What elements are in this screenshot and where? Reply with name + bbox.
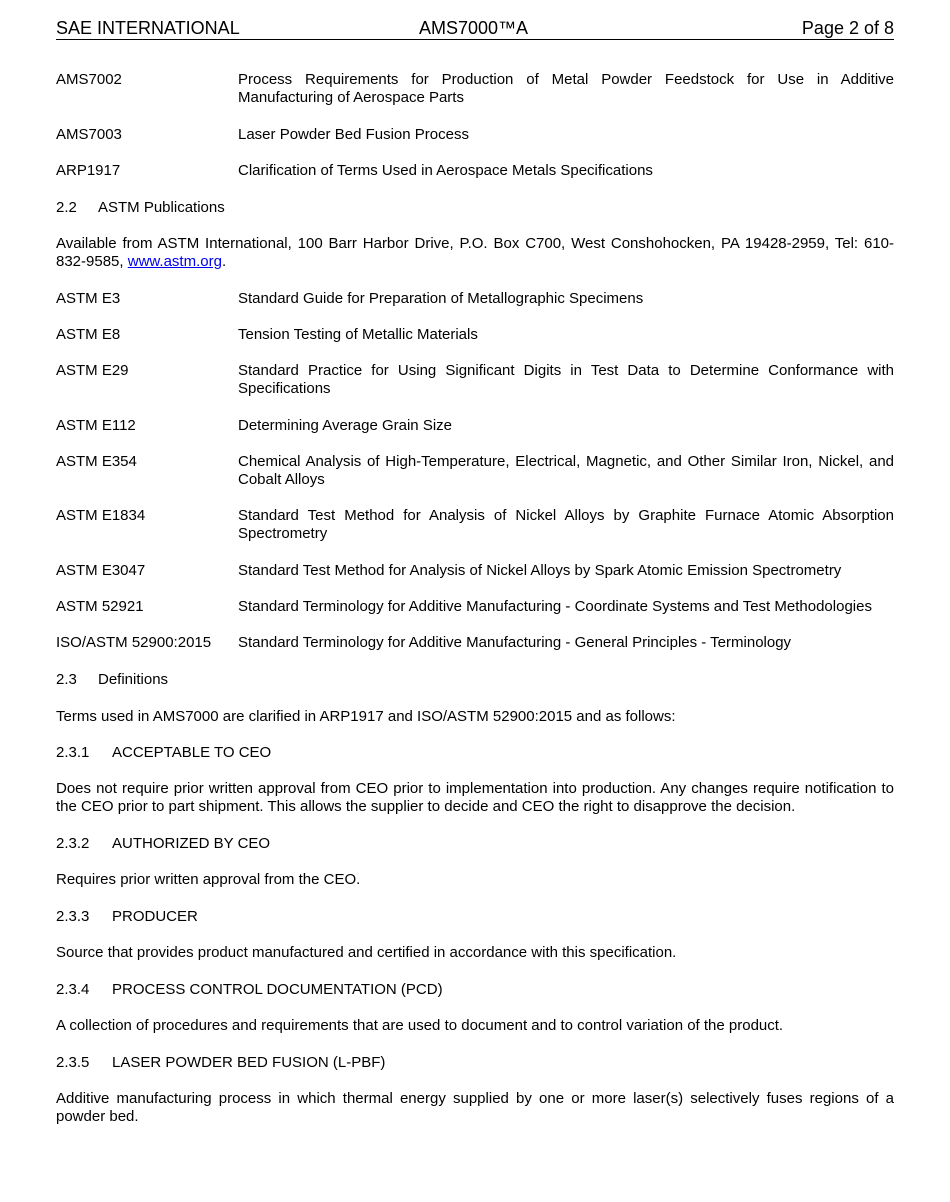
reference-title: Clarification of Terms Used in Aerospace Metals Specifications <box>238 162 653 179</box>
reference-title: Standard Terminology for Additive Manufacturing - Coordinate Systems and Test Methodologies <box>238 598 872 615</box>
reference-title: Determining Average Grain Size <box>238 417 452 434</box>
section-title: Definitions <box>98 671 169 688</box>
reference-title: Standard Practice for Using Significant Digits in Test Data to Determine Conformance with Specifications <box>238 362 894 397</box>
astm-availability-paragraph <box>56 235 894 271</box>
definition-text: Requires prior written approval from the CEO. <box>56 871 361 888</box>
section-title: ASTM Publications <box>98 199 225 216</box>
reference-title: Chemical Analysis of High-Temperature, Electrical, Magnetic, and Other Similar Iron, Nickel, and Cobalt Alloys <box>238 453 894 488</box>
reference-code: ASTM E8 <box>56 326 121 343</box>
definition-heading <box>56 1054 894 1072</box>
reference-code: ISO/ASTM 52900:2015 <box>56 634 212 651</box>
definition-term: ACCEPTABLE TO CEO <box>112 744 272 761</box>
section-heading-2-3 <box>56 671 894 689</box>
reference-code: ASTM E112 <box>56 417 136 434</box>
reference-title: Standard Terminology for Additive Manufacturing - General Principles - Terminology <box>238 634 792 651</box>
definition-heading <box>56 835 894 853</box>
header-org: SAE INTERNATIONAL <box>56 18 240 38</box>
reference-code: AMS7002 <box>56 71 122 88</box>
definition-text: Additive manufacturing process in which thermal energy supplied by one or more laser(s) selectively fuses regions of a powder bed. <box>56 1090 894 1125</box>
reference-title: Standard Guide for Preparation of Metallographic Specimens <box>238 290 644 307</box>
reference-title: Laser Powder Bed Fusion Process <box>238 126 469 143</box>
definition-number: 2.3.3 <box>56 908 90 925</box>
reference-title: Tension Testing of Metallic Materials <box>238 326 478 343</box>
definition-term: PROCESS CONTROL DOCUMENTATION (PCD) <box>112 981 443 998</box>
definition-term: AUTHORIZED BY CEO <box>112 835 271 852</box>
availability-text: Available from ASTM International, 100 Barr Harbor Drive, P.O. Box C700, West Conshohocken, PA 19428-2959, Tel: 610-832-9585, <box>56 235 894 270</box>
definition-text: Does not require prior written approval from CEO prior to implementation into production. Any changes require notification to the CEO prior to part shipment. This allows the supplier to decide and CEO the right to disapprove the decision. <box>56 780 894 815</box>
section-number: 2.3 <box>56 671 77 688</box>
definition-number: 2.3.5 <box>56 1054 90 1071</box>
reference-code: ASTM E29 <box>56 362 129 379</box>
definition-heading <box>56 908 894 926</box>
reference-code: AMS7003 <box>56 126 122 143</box>
definition-number: 2.3.1 <box>56 744 90 761</box>
definition-text: Source that provides product manufactured and certified in accordance with this specification. <box>56 944 677 961</box>
reference-title: Process Requirements for Production of Metal Powder Feedstock for Use in Additive Manufacturing of Aerospace Parts <box>238 71 894 106</box>
definition-term: LASER POWDER BED FUSION (L-PBF) <box>112 1054 386 1071</box>
reference-code: ASTM E354 <box>56 453 137 470</box>
reference-code: ARP1917 <box>56 162 121 179</box>
definition-heading <box>56 744 894 762</box>
header-page-number: Page 2 of 8 <box>801 18 894 38</box>
section-heading-2-2 <box>56 199 894 217</box>
reference-code: ASTM E3 <box>56 290 121 307</box>
page-header <box>56 17 894 40</box>
availability-period: . <box>221 253 227 270</box>
definition-number: 2.3.4 <box>56 981 90 998</box>
definition-number: 2.3.2 <box>56 835 90 852</box>
section-number: 2.2 <box>56 199 77 216</box>
reference-code: ASTM 52921 <box>56 598 144 615</box>
reference-title: Standard Test Method for Analysis of Nickel Alloys by Spark Atomic Emission Spectrometry <box>238 562 842 579</box>
definitions-intro: Terms used in AMS7000 are clarified in ARP1917 and ISO/ASTM 52900:2015 and as follows: <box>56 708 676 725</box>
definition-heading <box>56 981 894 999</box>
reference-code: ASTM E1834 <box>56 507 146 524</box>
astm-website-link[interactable]: www.astm.org <box>127 253 222 270</box>
header-doc-number: AMS7000™A <box>419 18 529 38</box>
definition-term: PRODUCER <box>112 908 198 925</box>
definition-text: A collection of procedures and requirements that are used to document and to control variation of the product. <box>56 1017 784 1034</box>
reference-code: ASTM E3047 <box>56 562 146 579</box>
reference-title: Standard Test Method for Analysis of Nickel Alloys by Graphite Furnace Atomic Absorption Spectrometry <box>238 507 894 542</box>
